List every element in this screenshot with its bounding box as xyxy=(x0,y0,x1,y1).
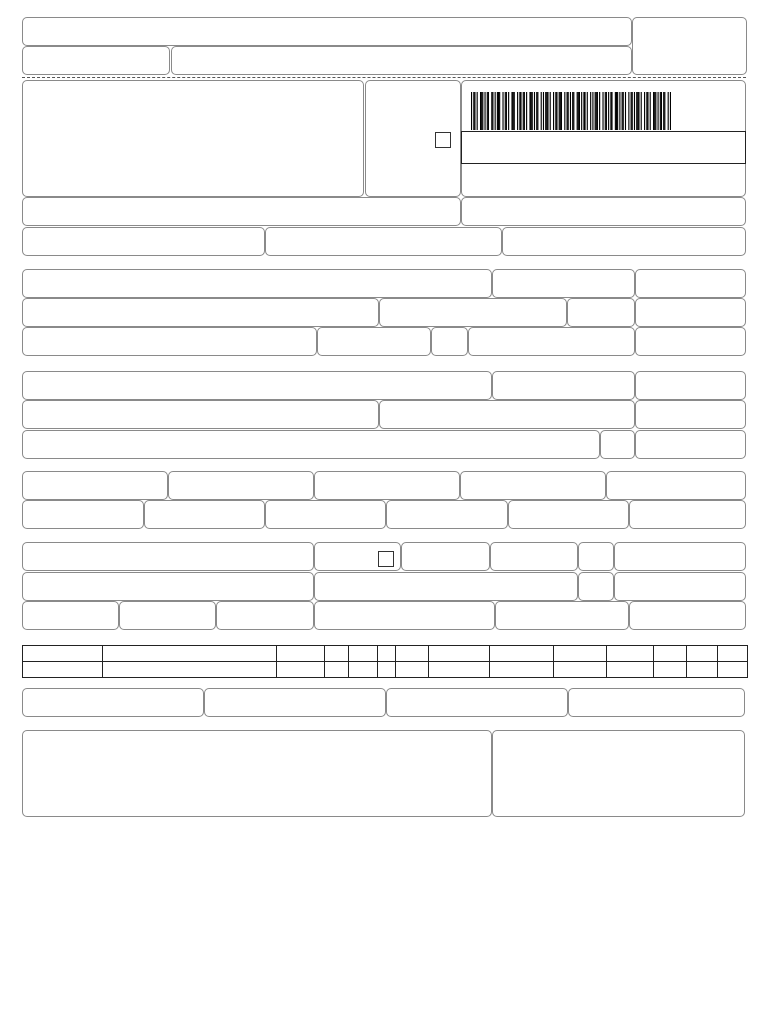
barcode-bar xyxy=(646,92,647,130)
s7-c[interactable] xyxy=(386,688,568,717)
table-cell[interactable] xyxy=(607,662,654,678)
s2-r3-a[interactable] xyxy=(22,327,317,356)
header-description-field[interactable] xyxy=(171,46,632,75)
barcode-bar xyxy=(644,92,645,130)
barcode-bar xyxy=(529,92,530,130)
s2-r2-c[interactable] xyxy=(567,298,635,327)
barcode-bar xyxy=(560,92,561,130)
s5-r3-a[interactable] xyxy=(22,601,119,630)
s4-r1-c[interactable] xyxy=(314,471,460,500)
barcode-bar xyxy=(473,92,474,130)
signature-area[interactable] xyxy=(492,730,745,817)
s5-r1-e[interactable] xyxy=(578,542,614,571)
s2-r1-c[interactable] xyxy=(635,269,746,298)
s4-r2-d[interactable] xyxy=(386,500,508,529)
notes-area[interactable] xyxy=(22,730,492,817)
s3-r3-a[interactable] xyxy=(22,430,600,459)
barcode-bar xyxy=(564,92,565,130)
s2-r3-b[interactable] xyxy=(317,327,431,356)
barcode-bar xyxy=(625,92,626,130)
barcode-bar xyxy=(532,92,533,130)
barcode-bar xyxy=(578,92,579,130)
s5-r1-f[interactable] xyxy=(614,542,746,571)
barcode-bar xyxy=(561,92,562,130)
s4-r2-a[interactable] xyxy=(22,500,144,529)
barcode-bar xyxy=(480,92,481,130)
barcode-bar xyxy=(491,92,492,130)
s4-r2-f[interactable] xyxy=(629,500,746,529)
barcode-bar xyxy=(668,92,669,130)
table-cell[interactable] xyxy=(23,662,103,678)
table-cell[interactable] xyxy=(103,646,277,662)
s7-d[interactable] xyxy=(568,688,745,717)
barcode-bar xyxy=(590,92,591,130)
table-cell[interactable] xyxy=(349,646,378,662)
s3-r2-c[interactable] xyxy=(635,400,746,429)
barcode-bar xyxy=(628,92,629,130)
barcode-bar xyxy=(508,92,509,130)
s5-r3-f[interactable] xyxy=(629,601,746,630)
barcode-bar xyxy=(587,92,588,130)
barcode-bar xyxy=(663,92,664,130)
s2-r3-c[interactable] xyxy=(431,327,468,356)
barcode-bar xyxy=(615,92,616,130)
barcode-bar xyxy=(599,92,600,130)
barcode-bar xyxy=(573,92,574,130)
table-cell[interactable] xyxy=(325,662,349,678)
s5-r2-d[interactable] xyxy=(614,572,746,601)
barcode-bar xyxy=(519,92,520,130)
table-cell[interactable] xyxy=(687,662,718,678)
barcode-bar xyxy=(605,92,606,130)
table-cell[interactable] xyxy=(718,646,748,662)
barcode-bar xyxy=(631,92,632,130)
table-cell[interactable] xyxy=(654,662,687,678)
s7-b[interactable] xyxy=(204,688,386,717)
barcode-bar xyxy=(584,92,585,130)
table-cell[interactable] xyxy=(654,646,687,662)
barcode-bar xyxy=(611,92,612,130)
barcode-bar xyxy=(550,92,551,130)
s2-r1-a[interactable] xyxy=(22,269,492,298)
barcode-bar xyxy=(482,92,483,130)
field-row2-c[interactable] xyxy=(502,227,746,256)
barcode-bar xyxy=(523,92,524,130)
s4-r2-c[interactable] xyxy=(265,500,386,529)
barcode-bar xyxy=(647,92,648,130)
s4-r2-e[interactable] xyxy=(508,500,629,529)
barcode-bar xyxy=(579,92,580,130)
barcode-bar xyxy=(477,92,478,130)
s3-r3-c[interactable] xyxy=(635,430,746,459)
barcode-bar xyxy=(492,92,493,130)
s5-r2-a[interactable] xyxy=(22,572,314,601)
table-cell[interactable] xyxy=(378,646,396,662)
table-cell[interactable] xyxy=(429,646,490,662)
s4-r1-d[interactable] xyxy=(460,471,606,500)
barcode-bar xyxy=(488,92,489,130)
barcode-bar xyxy=(547,92,548,130)
header-title-field[interactable] xyxy=(22,17,632,46)
barcode-bar xyxy=(513,92,514,130)
section5-checkbox[interactable] xyxy=(378,551,394,567)
barcode-bar xyxy=(559,92,560,130)
barcode-bar xyxy=(534,92,535,130)
barcode-bar xyxy=(634,92,635,130)
s5-r1-d[interactable] xyxy=(490,542,578,571)
barcode-bar xyxy=(616,92,617,130)
s3-r3-b[interactable] xyxy=(600,430,635,459)
barcode-bar xyxy=(583,92,584,130)
table-cell[interactable] xyxy=(396,662,429,678)
barcode-bar xyxy=(514,92,515,130)
barcode-bar xyxy=(641,92,642,130)
s2-r1-b[interactable] xyxy=(492,269,635,298)
table-cell[interactable] xyxy=(490,646,554,662)
table-cell[interactable] xyxy=(490,662,554,678)
barcode-bar xyxy=(511,92,512,130)
barcode-bar xyxy=(481,92,482,130)
barcode-bar xyxy=(637,92,638,130)
s2-r3-d[interactable] xyxy=(468,327,635,356)
barcode-bar xyxy=(556,92,557,130)
barcode-bar xyxy=(577,92,578,130)
table-cell[interactable] xyxy=(325,646,349,662)
table-cell[interactable] xyxy=(718,662,748,678)
s4-r1-e[interactable] xyxy=(606,471,746,500)
barcode-bar xyxy=(555,92,556,130)
barcode-number-field[interactable] xyxy=(461,131,746,164)
barcode-bar xyxy=(623,92,624,130)
s5-r1-c[interactable] xyxy=(401,542,490,571)
barcode-bar xyxy=(661,92,662,130)
barcode-bar xyxy=(546,92,547,130)
barcode-bar xyxy=(474,92,475,130)
barcode-bar xyxy=(592,92,593,130)
barcode-bar xyxy=(595,92,596,130)
barcode-bar xyxy=(536,92,537,130)
barcode-image xyxy=(471,92,671,130)
barcode-bar xyxy=(572,92,573,130)
field-row1-a[interactable] xyxy=(22,197,461,226)
barcode-bar xyxy=(664,92,665,130)
top-checkbox[interactable] xyxy=(435,132,451,148)
barcode-bar xyxy=(610,92,611,130)
barcode-bar xyxy=(520,92,521,130)
barcode-bar xyxy=(602,92,603,130)
s5-r3-d[interactable] xyxy=(314,601,495,630)
s5-r1-a[interactable] xyxy=(22,542,314,571)
field-row2-b[interactable] xyxy=(265,227,502,256)
table-cell[interactable] xyxy=(277,662,325,678)
barcode-bar xyxy=(531,92,532,130)
s2-r2-d[interactable] xyxy=(635,298,746,327)
barcode-bar xyxy=(619,92,620,130)
barcode-bar xyxy=(581,92,582,130)
s3-r1-a[interactable] xyxy=(22,371,492,400)
table-row xyxy=(23,646,748,662)
barcode-bar xyxy=(543,92,544,130)
s4-r1-a[interactable] xyxy=(22,471,168,500)
barcode-bar xyxy=(617,92,618,130)
barcode-bar xyxy=(541,92,542,130)
barcode-bar xyxy=(526,92,527,130)
barcode-bar xyxy=(553,92,554,130)
s3-r1-c[interactable] xyxy=(635,371,746,400)
table-cell[interactable] xyxy=(277,646,325,662)
header-code-field[interactable] xyxy=(22,46,170,75)
barcode-bar xyxy=(495,92,496,130)
barcode-bar xyxy=(545,92,546,130)
s7-a[interactable] xyxy=(22,688,204,717)
table-cell[interactable] xyxy=(103,662,277,678)
table-cell[interactable] xyxy=(429,662,490,678)
s5-r2-b[interactable] xyxy=(314,572,578,601)
barcode-bar xyxy=(568,92,569,130)
barcode-bar xyxy=(505,92,506,130)
barcode-bar xyxy=(650,92,651,130)
barcode-bar xyxy=(608,92,609,130)
barcode-bar xyxy=(524,92,525,130)
table-cell[interactable] xyxy=(687,646,718,662)
barcode-bar xyxy=(606,92,607,130)
barcode-bar xyxy=(484,92,485,130)
barcode-bar xyxy=(567,92,568,130)
barcode-bar xyxy=(632,92,633,130)
table-cell[interactable] xyxy=(554,646,607,662)
barcode-bar xyxy=(622,92,623,130)
barcode-bar xyxy=(537,92,538,130)
barcode-bar xyxy=(653,92,654,130)
cut-line xyxy=(22,77,746,78)
s3-r1-b[interactable] xyxy=(492,371,635,400)
s4-r2-b[interactable] xyxy=(144,500,265,529)
barcode-bar xyxy=(638,92,639,130)
barcode-bar xyxy=(502,92,503,130)
line-items-table xyxy=(22,645,748,678)
table-cell[interactable] xyxy=(607,646,654,662)
barcode-bar xyxy=(506,92,507,130)
address-block[interactable] xyxy=(22,80,364,197)
s5-r2-c[interactable] xyxy=(578,572,614,601)
s3-r2-b[interactable] xyxy=(379,400,635,429)
barcode-bar xyxy=(487,92,488,130)
barcode-bar xyxy=(660,92,661,130)
barcode-bar xyxy=(636,92,637,130)
barcode-bar xyxy=(471,92,472,130)
s5-r3-e[interactable] xyxy=(495,601,629,630)
s2-r3-e[interactable] xyxy=(635,327,746,356)
s3-r2-a[interactable] xyxy=(22,400,379,429)
header-corner-box[interactable] xyxy=(632,17,747,75)
barcode-bar xyxy=(497,92,498,130)
s4-r1-b[interactable] xyxy=(168,471,314,500)
field-row1-b[interactable] xyxy=(461,197,746,226)
s5-r3-b[interactable] xyxy=(119,601,216,630)
table-row xyxy=(23,662,748,678)
table-cell[interactable] xyxy=(349,662,378,678)
barcode-bar xyxy=(570,92,571,130)
barcode-bar xyxy=(499,92,500,130)
table-cell[interactable] xyxy=(23,646,103,662)
barcode-bar xyxy=(654,92,655,130)
barcode-bar xyxy=(596,92,597,130)
barcode-bar xyxy=(597,92,598,130)
table-cell[interactable] xyxy=(396,646,429,662)
table-cell[interactable] xyxy=(554,662,607,678)
barcode-bar xyxy=(498,92,499,130)
barcode-bar xyxy=(517,92,518,130)
barcode-bar xyxy=(655,92,656,130)
s2-r2-b[interactable] xyxy=(379,298,567,327)
field-row2-a[interactable] xyxy=(22,227,265,256)
table-cell[interactable] xyxy=(378,662,396,678)
barcode-bar xyxy=(670,92,671,130)
s5-r3-c[interactable] xyxy=(216,601,314,630)
s2-r2-a[interactable] xyxy=(22,298,379,327)
barcode-bar xyxy=(658,92,659,130)
